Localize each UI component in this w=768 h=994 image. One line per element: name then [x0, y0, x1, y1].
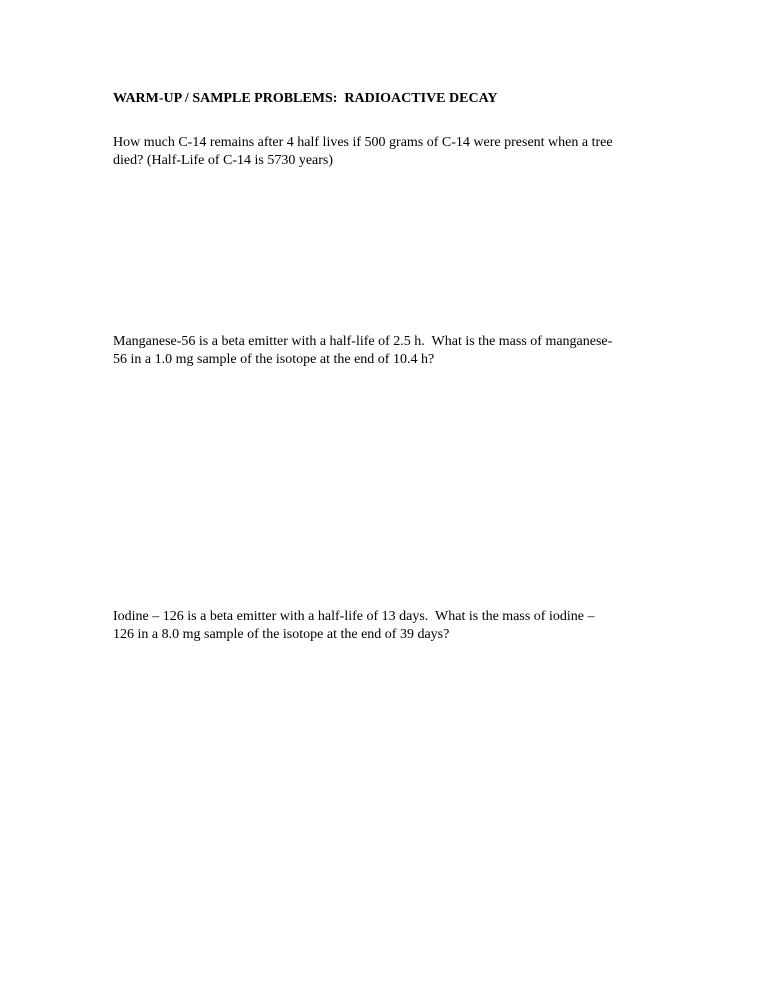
problem-text-line: How much C-14 remains after 4 half lives if 500 grams of C-14 were present when a tree — [113, 135, 613, 150]
problem-manganese-56 — [113, 333, 673, 369]
problem-text-line: 126 in a 8.0 mg sample of the isotope at the end of 39 days? — [113, 627, 450, 642]
problem-text-line: 56 in a 1.0 mg sample of the isotope at the end of 10.4 h? — [113, 352, 435, 367]
problem-c14 — [113, 134, 673, 170]
document-title: WARM-UP / SAMPLE PROBLEMS: RADIOACTIVE DECAY — [113, 91, 498, 106]
problem-text-line: Manganese-56 is a beta emitter with a half-life of 2.5 h. What is the mass of manganese- — [113, 334, 613, 349]
problem-iodine-126 — [113, 608, 673, 644]
problem-text-line: Iodine – 126 is a beta emitter with a half-life of 13 days. What is the mass of iodine – — [113, 609, 595, 624]
problem-text-line: died? (Half-Life of C-14 is 5730 years) — [113, 153, 334, 168]
